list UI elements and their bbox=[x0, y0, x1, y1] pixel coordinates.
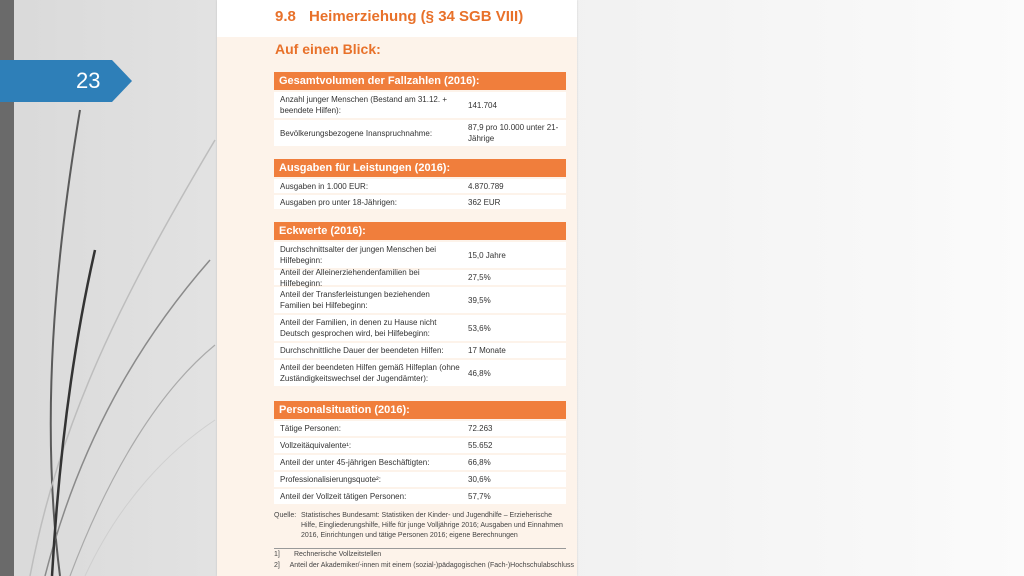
row-value: 15,0 Jahre bbox=[468, 250, 506, 260]
footnote-divider bbox=[274, 548, 566, 549]
block-personal bbox=[274, 401, 566, 504]
section-number: 9.8 bbox=[275, 8, 296, 25]
row-label: Bevölkerungsbezogene Inanspruchnahme: bbox=[280, 128, 433, 138]
row-value: 4.870.789 bbox=[468, 181, 504, 191]
slide-number-badge bbox=[0, 60, 132, 102]
row-value: 46,8% bbox=[468, 368, 491, 378]
row-label: Durchschnittsalter der jungen Menschen bei Hilfebeginn: bbox=[280, 245, 437, 265]
row-value: 57,7% bbox=[468, 492, 491, 501]
row-value: 87,9 pro 10.000 unter 21-Jährige bbox=[468, 123, 559, 143]
footnote-text: Anteil der Akademiker/-innen mit einem (sozial-)pädagogischen (Fach-)Hochschulabschluss bbox=[289, 562, 574, 569]
document-page bbox=[217, 0, 577, 576]
footnote bbox=[274, 562, 574, 569]
table-row bbox=[274, 267, 566, 288]
glance-heading: Auf einen Blick: bbox=[275, 41, 381, 57]
row-label: Ausgaben in 1.000 EUR: bbox=[280, 181, 369, 191]
table-row bbox=[274, 421, 566, 436]
block-header: Gesamtvolumen der Fallzahlen (2016): bbox=[274, 72, 566, 90]
table-row bbox=[274, 315, 566, 341]
row-label: Anteil der Familien, in denen zu Hause nicht Deutsch gesprochen wird, bei Hilfebeginn: bbox=[280, 318, 437, 338]
row-label: Vollzeitäquivalente¹: bbox=[280, 441, 352, 450]
slide-number: 23 bbox=[76, 68, 101, 93]
section-title-text: Heimerziehung (§ 34 SGB VIII) bbox=[309, 8, 524, 25]
row-value: 362 EUR bbox=[468, 197, 501, 207]
table-row bbox=[274, 179, 566, 193]
row-label: Anzahl junger Menschen (Bestand am 31.12. + beendete Hilfen): bbox=[280, 95, 447, 115]
block-header: Ausgaben für Leistungen (2016): bbox=[274, 159, 566, 177]
footnote-mark: 1] bbox=[274, 551, 280, 558]
table-row bbox=[274, 120, 566, 146]
source-label: Quelle: bbox=[274, 512, 297, 519]
block-header: Personalsituation (2016): bbox=[274, 401, 566, 419]
block-fallzahlen bbox=[274, 72, 566, 146]
row-label: Professionalisierungsquote²: bbox=[280, 475, 381, 484]
row-label: Durchschnittliche Dauer der beendeten Hilfen: bbox=[280, 346, 444, 355]
footnote-text: Rechnerische Vollzeitstellen bbox=[294, 551, 382, 558]
section-title bbox=[275, 8, 523, 25]
row-value: 39,5% bbox=[468, 295, 491, 305]
row-value: 17 Monate bbox=[468, 346, 506, 355]
row-value: 30,6% bbox=[468, 475, 491, 484]
row-label: Tätige Personen: bbox=[280, 424, 341, 433]
table-row bbox=[274, 438, 566, 453]
table-row bbox=[274, 92, 566, 118]
table-row bbox=[274, 455, 566, 470]
document-header bbox=[217, 0, 577, 37]
block-header: Eckwerte (2016): bbox=[274, 222, 566, 240]
table-row bbox=[274, 195, 566, 209]
source-text: Statistisches Bundesamt: Statistiken der Kinder- und Jugendhilfe – Erzieherische Hilfe, Eingliederungshilfe, Hilfe für junge Volljährige 2016; Ausgaben und Einnahmen 2016, Einrichtungen und tätige Personen 2016; eigene Berechnungen bbox=[301, 512, 563, 539]
table-row bbox=[274, 343, 566, 358]
row-label: Anteil der Alleinerziehendenfamilien bei Hilfebeginn: bbox=[280, 267, 420, 288]
row-value: 72.263 bbox=[468, 424, 493, 433]
table-row bbox=[274, 489, 566, 504]
source-note bbox=[274, 511, 566, 541]
row-value: 27,5% bbox=[468, 273, 491, 282]
row-value: 141.704 bbox=[468, 100, 497, 110]
row-value: 53,6% bbox=[468, 323, 491, 333]
block-ausgaben bbox=[274, 159, 566, 209]
row-value: 55.652 bbox=[468, 441, 493, 450]
table-row bbox=[274, 287, 566, 313]
footnote bbox=[274, 551, 574, 558]
footnote-mark: 2] bbox=[274, 562, 280, 569]
row-value: 66,8% bbox=[468, 458, 491, 467]
table-row bbox=[274, 360, 566, 386]
row-label: Anteil der Vollzeit tätigen Personen: bbox=[280, 492, 407, 501]
table-row bbox=[274, 472, 566, 487]
block-eckwerte bbox=[274, 222, 566, 386]
row-label: Anteil der Transferleistungen beziehenden Familien bei Hilfebeginn: bbox=[280, 290, 430, 310]
row-label: Ausgaben pro unter 18-Jährigen: bbox=[280, 197, 397, 207]
row-label: Anteil der unter 45-jährigen Beschäftigten: bbox=[280, 458, 430, 467]
row-label: Anteil der beendeten Hilfen gemäß Hilfeplan (ohne Zuständigkeitswechsel der Jugendämter): bbox=[280, 363, 460, 383]
